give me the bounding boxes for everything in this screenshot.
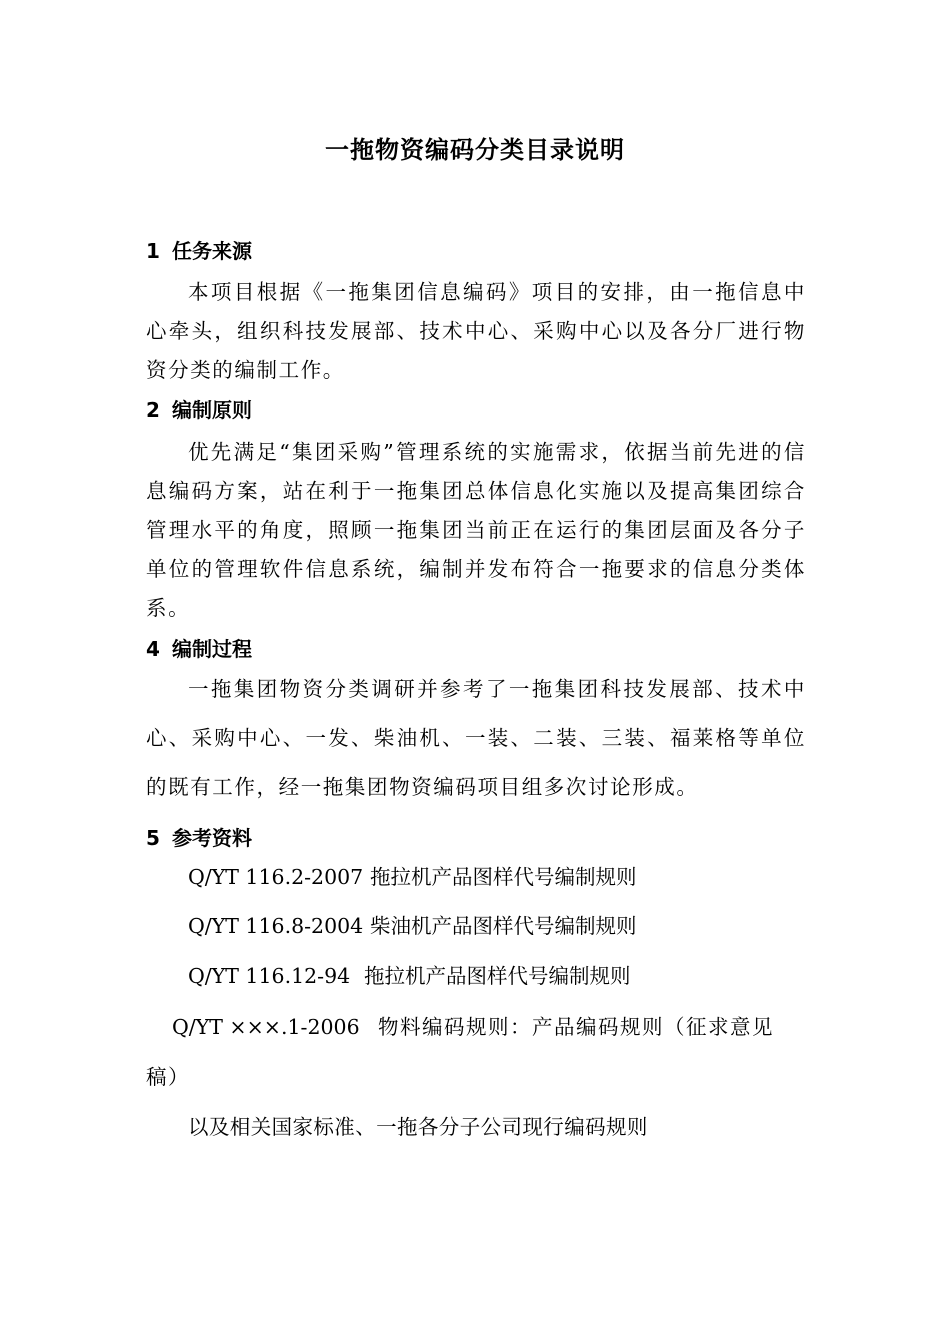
reference-code: Q/YT ×××.1-2006 (172, 1015, 360, 1039)
section-paragraph-4: 一拖集团物资分类调研并参考了一拖集团科技发展部、技术中心、采购中心、一发、柴油机、一装、二装、三装、福莱格等单位的既有工作，经一拖集团物资编码项目组多次讨论形成。 (146, 677, 806, 799)
section-title: 编制过程 (172, 637, 252, 661)
section-heading-5 (146, 823, 252, 853)
closing-text: 以及相关国家标准、一拖各分子公司现行编码规则 (188, 1115, 648, 1139)
section-heading-4 (146, 634, 252, 664)
section-title: 参考资料 (172, 826, 252, 850)
section-title: 任务来源 (172, 239, 252, 263)
reference-item (146, 1002, 806, 1102)
section-paragraph-2: 优先满足“集团采购”管理系统的实施需求，依据当前先进的信息编码方案，站在利于一拖集团总体信息化实施以及提高集团综合管理水平的角度，照顾一拖集团当前正在运行的集团层面及各分子单位的管理软件信息系统，编制并发布符合一拖要求的信息分类体系。 (146, 440, 806, 620)
reference-name: 拖拉机产品图样代号编制规则 (370, 865, 637, 889)
section-title: 编制原则 (172, 398, 252, 422)
section-number: 1 (146, 239, 160, 263)
document-title: 一拖物资编码分类目录说明 (325, 136, 625, 164)
section-paragraph-1: 本项目根据《一拖集团信息编码》项目的安排，由一拖信息中心牵头，组织科技发展部、技术中心、采购中心以及各分厂进行物资分类的编制工作。 (146, 280, 806, 382)
reference-name: 柴油机产品图样代号编制规则 (370, 914, 637, 938)
section-number: 2 (146, 398, 160, 422)
reference-name: 物料编码规则：产品编码规则（征求意见稿） (146, 1015, 774, 1089)
section-number: 4 (146, 637, 160, 661)
reference-name: 拖拉机产品图样代号编制规则 (364, 964, 631, 988)
reference-code: Q/YT 116.8-2004 (188, 914, 364, 938)
section-number: 5 (146, 826, 160, 850)
reference-code: Q/YT 116.12-94 (188, 964, 351, 988)
section-heading-2 (146, 395, 252, 425)
reference-item (188, 961, 631, 991)
reference-item (188, 862, 637, 892)
reference-code: Q/YT 116.2-2007 (188, 865, 364, 889)
section-heading-1 (146, 236, 252, 266)
reference-item (188, 911, 637, 941)
